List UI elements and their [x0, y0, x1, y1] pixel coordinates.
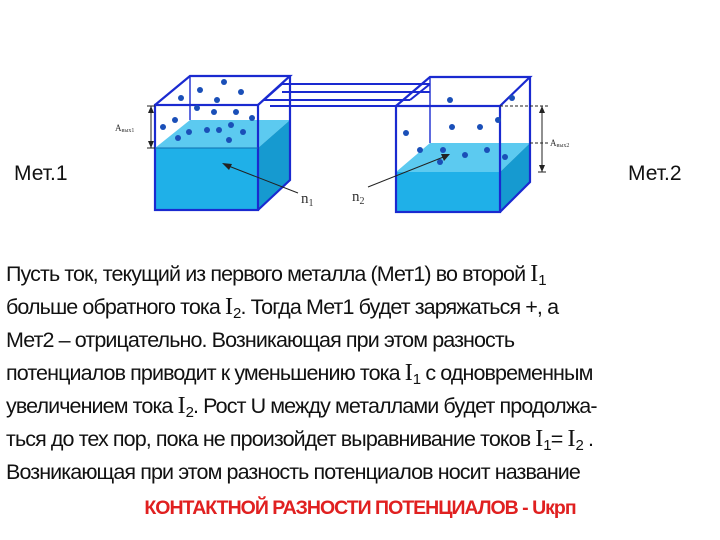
metal-contact-diagram — [0, 0, 720, 250]
metal1-label: Мет.1 — [14, 162, 68, 185]
work-function-left-indicator — [147, 106, 155, 148]
text-line-2: больше обратного тока $I_2$. Тогда Мет1 будет заряжаться +, а — [6, 294, 559, 322]
metal1-front-face — [155, 148, 258, 210]
n1-label: $n_1$ — [301, 191, 314, 209]
text-line-4: потенциалов приводит к уменьшению тока $I_1$ с одновременным — [6, 360, 593, 388]
text-line-7: Возникающая при этом разность потенциалов носит название — [6, 460, 580, 484]
text-line-5: увеличением тока $I_2$. Рост U между металлами будет продолжа- — [6, 393, 597, 421]
work-function-right-label: Aвых2 — [550, 138, 570, 149]
n2-label: $n_2$ — [352, 189, 365, 207]
text-line-1: Пусть ток, текущий из первого металла (Мет1) во второй $I_1$ — [6, 261, 546, 289]
work-function-left-label: Aвых1 — [115, 123, 135, 134]
conclusion-heading: КОНТАКТНОЙ РАЗНОСТИ ПОТЕНЦИАЛОВ - Uкрп — [144, 497, 576, 519]
explanation-text — [6, 258, 718, 489]
text-line-3: Мет2 – отрицательно. Возникающая при этом разность — [6, 328, 515, 352]
metal2-label: Мет.2 — [628, 162, 682, 185]
text-line-6: ться до тех пор, пока не произойдет выравнивание токов $I_1= I_2$ . — [6, 426, 594, 454]
metal2-front-face — [396, 172, 500, 212]
